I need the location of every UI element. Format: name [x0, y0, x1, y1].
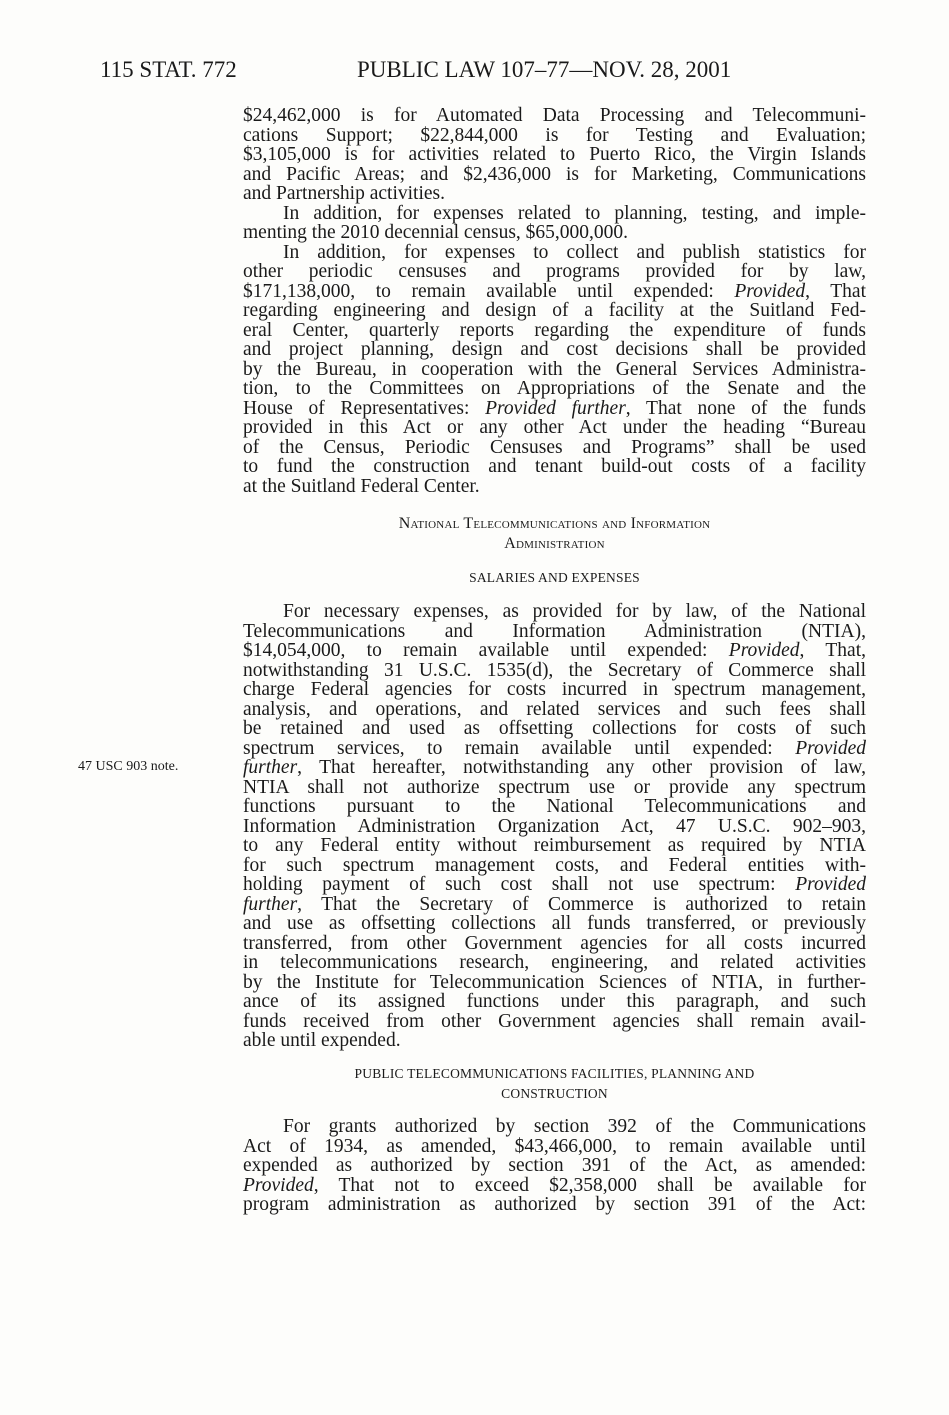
text-line [243, 1195, 866, 1215]
text-segment: , That hereafter, notwithstanding any other provision of law, [297, 757, 866, 778]
text-line [243, 797, 866, 817]
text-segment: provided in this Act or any other Act under the heading “Bureau [243, 417, 866, 438]
text-line [243, 739, 866, 759]
text-line [243, 778, 866, 798]
text-segment: $14,054,000, to remain available until expended: [243, 640, 729, 661]
text-segment: and Partnership activities. [243, 183, 445, 204]
text-line [243, 418, 866, 438]
paragraph-ptfp-grants [243, 1117, 866, 1215]
text-segment: charge Federal agencies for costs incurred in spectrum management, [243, 679, 866, 700]
text-segment: For grants authorized by section 392 of the Communications [283, 1116, 866, 1137]
text-segment: to fund the construction and tenant build-out costs of a facility [243, 456, 866, 477]
text-line [243, 934, 866, 954]
text-segment: program administration as authorized by section 391 of the Act: [243, 1194, 866, 1215]
subheading-ptfp [243, 1064, 866, 1103]
text-line [243, 1012, 866, 1032]
text-segment: expended as authorized by section 391 of the Act, as amended: [243, 1155, 866, 1176]
text-segment: by the Institute for Telecommunication Sciences of NTIA, in further- [243, 971, 866, 993]
text-segment: analysis, and operations, and related services and such fees shall [243, 698, 866, 720]
text-line [243, 641, 866, 661]
text-line [243, 106, 866, 126]
text-line [243, 602, 866, 622]
text-segment: by the Bureau, in cooperation with the General Services Administra- [243, 358, 866, 380]
heading-line: National Telecommunications and Information [398, 515, 711, 532]
text-line [243, 399, 866, 419]
text-line [243, 145, 866, 165]
text-line [243, 700, 866, 720]
italic-text: Provided [795, 874, 866, 895]
text-line [243, 1176, 866, 1196]
heading-line: Administration [504, 535, 605, 552]
text-line [243, 438, 866, 458]
italic-text: Provided [243, 1174, 314, 1196]
paragraph-census-items [243, 106, 866, 204]
text-line [243, 719, 866, 739]
italic-text: Provided [728, 640, 800, 661]
text-line [243, 622, 866, 642]
text-segment: and Pacific Areas; and $2,436,000 is for Marketing, Communications [243, 163, 866, 185]
text-segment: transferred, from other Government agencies for all costs incurred [243, 932, 866, 954]
text-segment: for such spectrum management costs, and Federal entities with- [243, 854, 866, 876]
text-line [243, 204, 866, 224]
text-line [243, 1117, 866, 1137]
text-segment: cations Support; $22,844,000 is for Testing and Evaluation; [243, 124, 866, 146]
text-segment: of the Census, Periodic Censuses and Programs” shall be used [243, 436, 866, 458]
text-line [243, 875, 866, 895]
text-line [243, 1156, 866, 1176]
text-segment: menting the 2010 decennial census, $65,000,000. [243, 222, 629, 243]
text-segment: notwithstanding 31 U.S.C. 1535(d), the Secretary of Commerce shall [243, 659, 866, 681]
text-segment: , That the Secretary of Commerce is authorized to retain [297, 893, 866, 915]
text-segment: , That not to exceed $2,358,000 shall be available for [313, 1174, 866, 1196]
text-segment: be retained and used as offsetting collections for costs of such [243, 718, 866, 739]
text-segment: to any Federal entity without reimbursement as required by NTIA [243, 835, 866, 856]
text-segment: In addition, for expenses to collect and publish statistics for [283, 241, 866, 263]
text-line [243, 360, 866, 380]
text-line [243, 836, 866, 856]
text-segment: and project planning, design and cost decisions shall be provided [243, 339, 866, 360]
text-segment: For necessary expenses, as provided for by law, of the National [283, 601, 866, 622]
italic-text: further [243, 893, 298, 915]
text-segment: ance of its assigned functions under this paragraph, and such [243, 991, 866, 1012]
paragraph-ntia-salaries [243, 602, 866, 1051]
text-line [243, 321, 866, 341]
text-line [243, 1137, 866, 1157]
text-line [243, 895, 866, 915]
page-stat-number: 115 STAT. 772 [100, 57, 237, 82]
text-segment: funds received from other Government agencies shall remain avail- [243, 1010, 866, 1032]
text-line [243, 914, 866, 934]
text-line [243, 856, 866, 876]
text-segment: at the Suitland Federal Center. [243, 475, 480, 497]
paragraph-periodic-censuses [243, 243, 866, 497]
text-line [243, 758, 866, 778]
text-segment: holding payment of such cost shall not use spectrum: [243, 874, 796, 895]
text-segment: in telecommunications research, engineering, and related activities [243, 952, 866, 973]
text-line [243, 1031, 866, 1051]
margin-note: 47 USC 903 note. [78, 759, 179, 774]
text-line [243, 126, 866, 146]
text-segment: functions pursuant to the National Telecommunications and [243, 796, 866, 817]
text-line [243, 262, 866, 282]
text-line [243, 992, 866, 1012]
text-line [243, 973, 866, 993]
text-line [243, 953, 866, 973]
text-line [243, 680, 866, 700]
text-segment: Act of 1934, as amended, $43,466,000, to remain available until [243, 1135, 866, 1157]
text-line [243, 301, 866, 321]
text-segment: Telecommunications and Information Administration (NTIA), [243, 620, 866, 642]
italic-text: Provided [795, 737, 866, 759]
text-segment: , That [805, 280, 866, 302]
text-segment: Information Administration Organization Act, 47 U.S.C. 902–903, [243, 815, 866, 837]
text-line [243, 817, 866, 837]
text-segment: able until expended. [243, 1030, 401, 1051]
text-line [243, 184, 866, 204]
text-line [243, 282, 866, 302]
text-line [243, 243, 866, 263]
italic-text: Provided [734, 280, 806, 302]
italic-text: Provided further [485, 397, 626, 419]
text-segment: regarding engineering and design of a facility at the Suitland Fed- [243, 300, 866, 321]
text-line [243, 661, 866, 681]
text-line [243, 379, 866, 399]
text-segment: spectrum services, to remain available until expended: [243, 737, 796, 759]
text-segment: In addition, for expenses related to planning, testing, and imple- [283, 202, 866, 224]
heading-line: CONSTRUCTION [501, 1085, 608, 1101]
text-segment: $24,462,000 is for Automated Data Processing and Telecommuni- [243, 105, 866, 126]
paragraph-2010-census [243, 204, 866, 243]
text-segment: NTIA shall not authorize spectrum use or provide any spectrum [243, 776, 866, 798]
text-line [243, 165, 866, 185]
text-segment: , That none of the funds [625, 397, 867, 419]
subheading-salaries: SALARIES AND EXPENSES [469, 570, 640, 585]
text-segment: $3,105,000 is for activities related to Puerto Rico, the Virgin Islands [243, 144, 866, 165]
text-segment: eral Center, quarterly reports regarding the expenditure of funds [243, 319, 866, 341]
text-segment: and use as offsetting collections all funds transferred, or previously [243, 913, 866, 934]
text-line [243, 223, 866, 243]
text-line [243, 457, 866, 477]
text-segment: House of Representatives: [243, 397, 486, 419]
text-segment: , That, [799, 640, 866, 661]
heading-line: PUBLIC TELECOMMUNICATIONS FACILITIES, PLANNING AND [354, 1066, 755, 1081]
text-segment: tion, to the Committees on Appropriations of the Senate and the [243, 378, 866, 399]
text-line [243, 340, 866, 360]
running-head-title: PUBLIC LAW 107–77—NOV. 28, 2001 [357, 57, 732, 82]
text-line [243, 477, 866, 497]
text-segment: $171,138,000, to remain available until expended: [243, 280, 735, 302]
italic-text: further [243, 757, 298, 778]
text-segment: other periodic censuses and programs provided for by law, [243, 261, 866, 282]
section-heading-ntia [243, 514, 866, 554]
